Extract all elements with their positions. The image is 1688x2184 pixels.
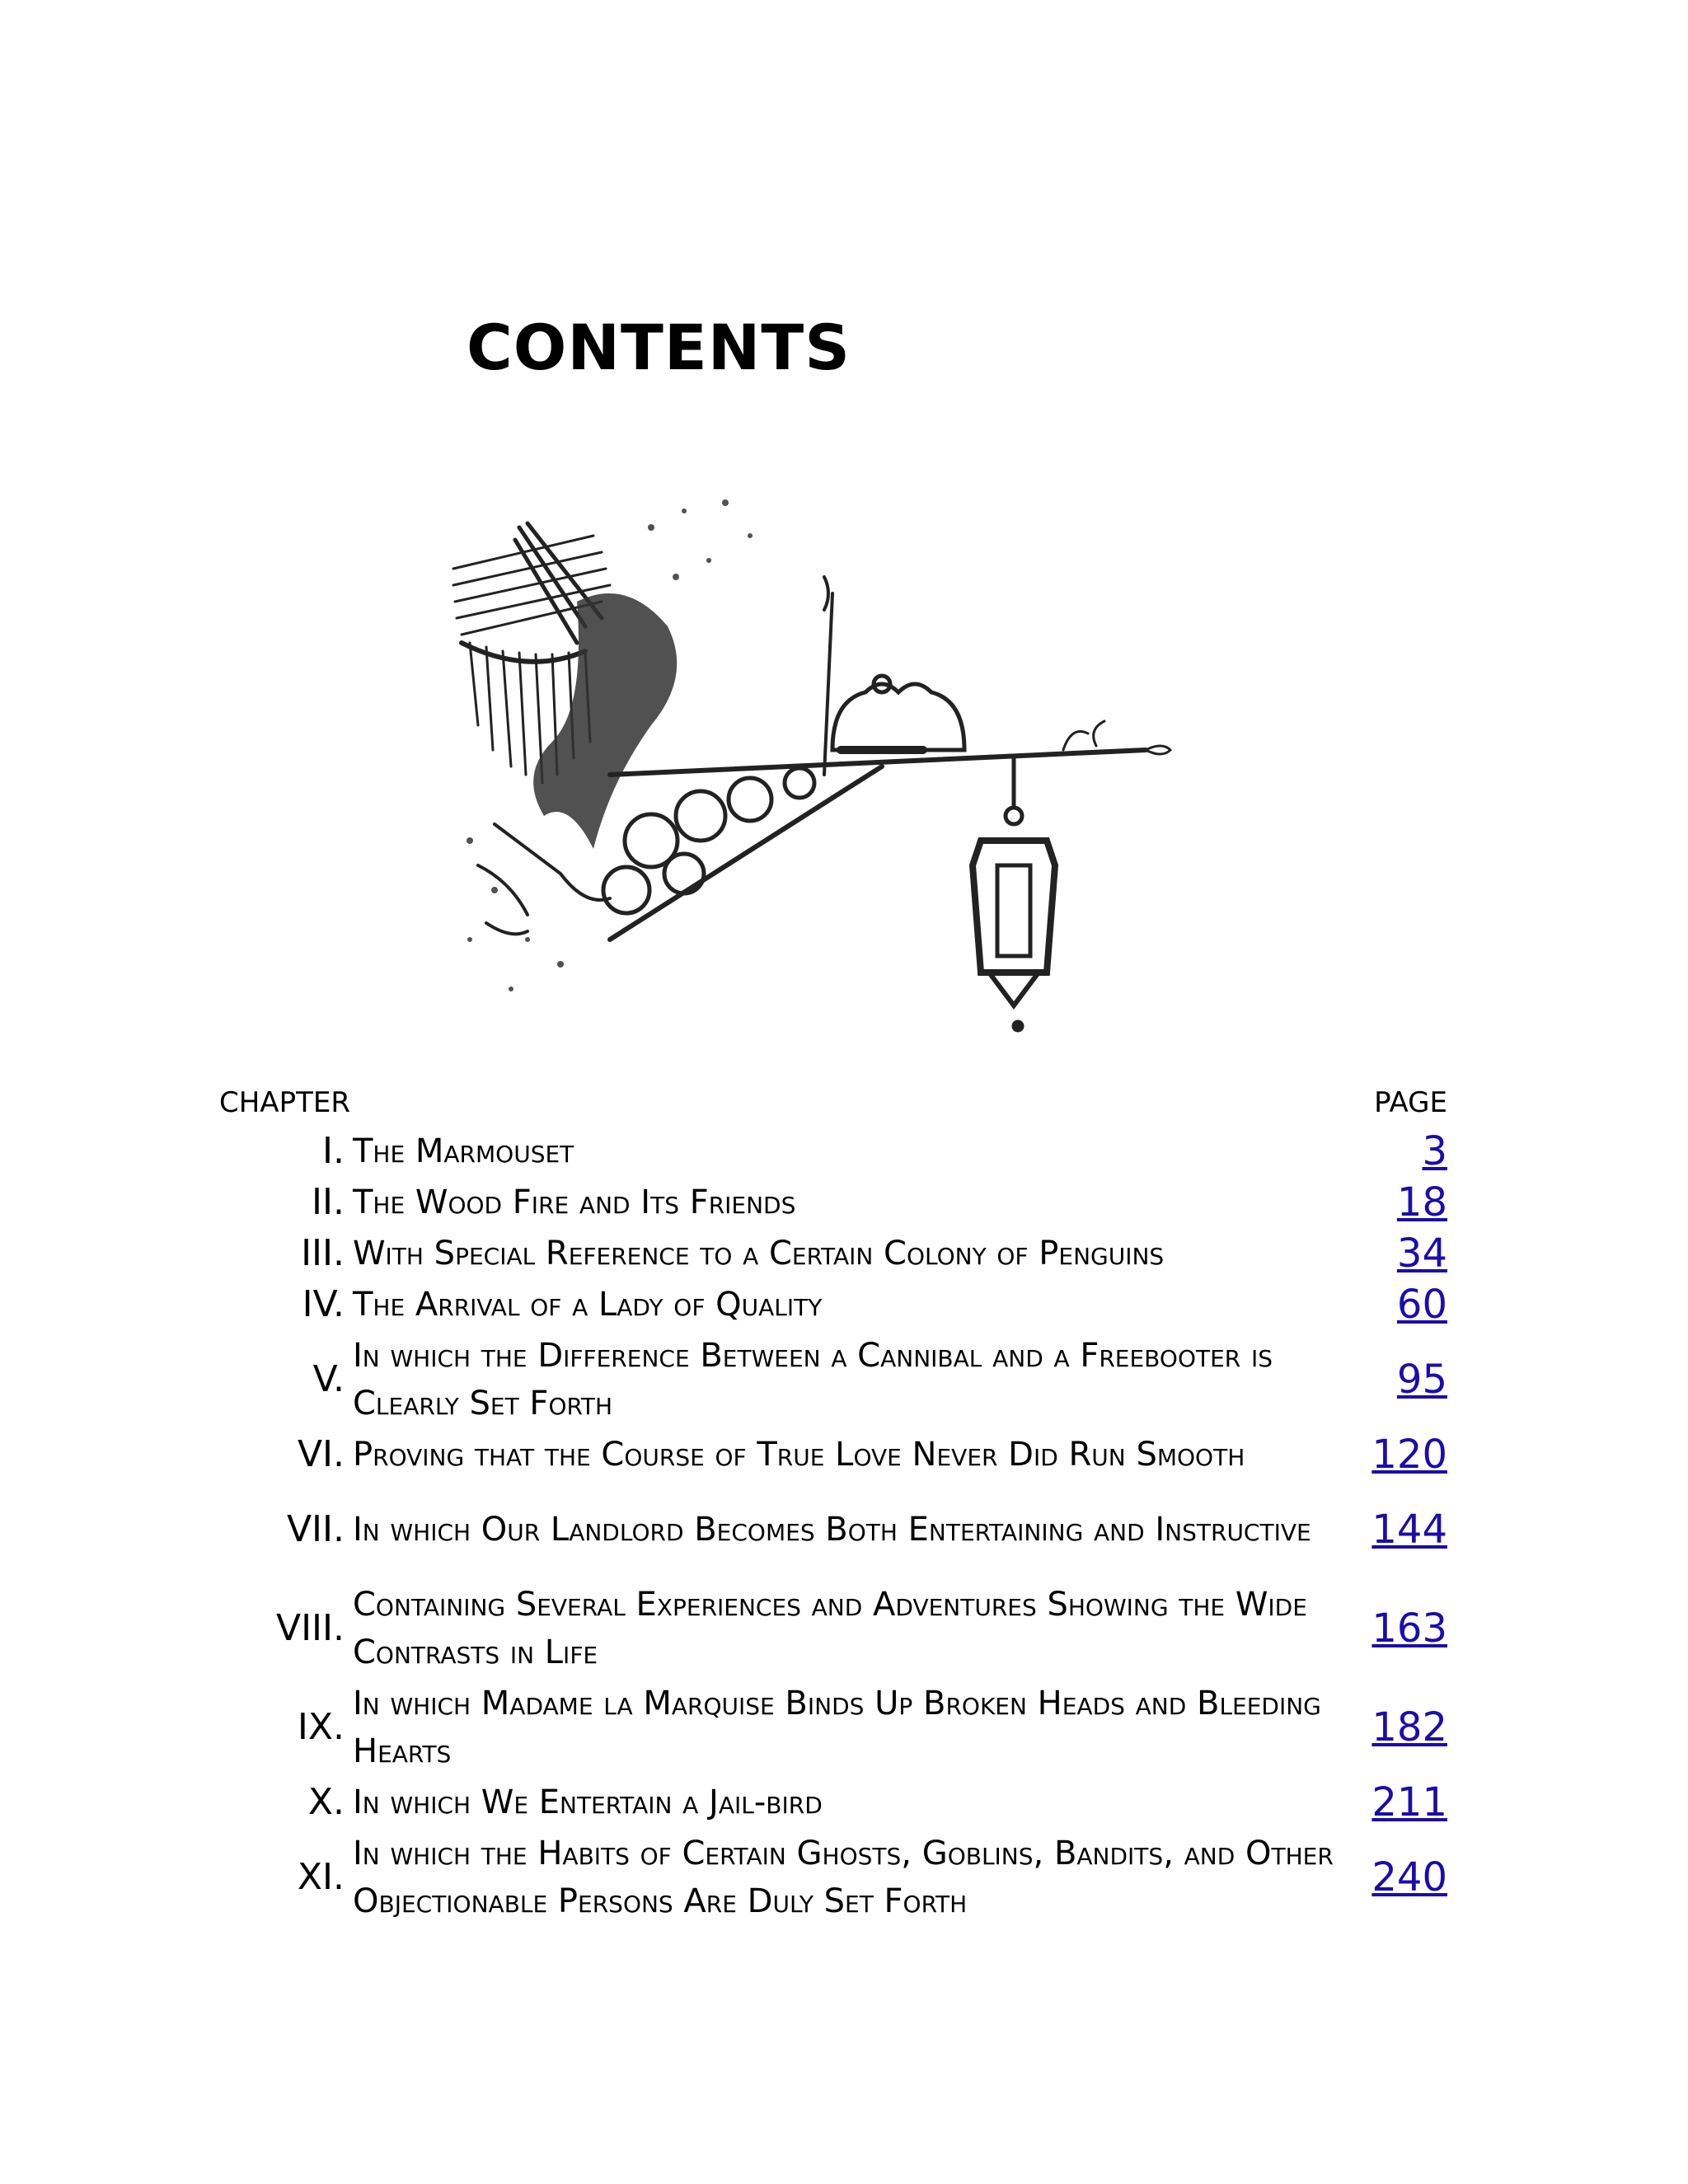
chapter-number: II. — [312, 1181, 345, 1223]
page-column-header: PAGE — [1374, 1086, 1447, 1119]
page-link[interactable]: 18 — [1396, 1179, 1447, 1226]
page-link[interactable]: 3 — [1422, 1128, 1447, 1174]
chapter-title: In which the Habits of Certain Ghosts, Goblins, Bandits, and Other Objectionable Persons Are Duly Set Forth — [353, 1835, 1334, 1920]
toc-row — [219, 1579, 1447, 1678]
chapter-number: IX. — [297, 1706, 345, 1748]
page-link[interactable]: 144 — [1372, 1507, 1447, 1553]
chapter-title: The Wood Fire and Its Friends — [353, 1183, 796, 1221]
toc-row — [219, 1429, 1447, 1480]
page-link[interactable]: 120 — [1372, 1432, 1447, 1478]
chapter-number: VII. — [286, 1508, 345, 1550]
page-link[interactable]: 95 — [1396, 1357, 1447, 1403]
table-of-contents — [219, 1126, 1447, 1927]
page-link[interactable]: 34 — [1396, 1230, 1447, 1277]
toc-row — [219, 1777, 1447, 1828]
toc-row — [219, 1279, 1447, 1330]
chapter-number: IV. — [302, 1283, 345, 1325]
chapter-title: In which Our Landlord Becomes Both Entertaining and Instructive — [353, 1511, 1311, 1549]
chapter-column-header: CHAPTER — [219, 1086, 350, 1119]
chapter-title: In which We Entertain a Jail-bird — [353, 1783, 823, 1821]
lantern-icon — [973, 758, 1055, 1030]
chapter-title: With Special Reference to a Certain Colony of Penguins — [353, 1235, 1165, 1272]
chapter-number: VI. — [297, 1433, 345, 1475]
chapter-title: The Marmouset — [353, 1132, 574, 1170]
bracket-scrollwork — [603, 768, 814, 913]
toc-row — [219, 1126, 1447, 1177]
chapter-number: V. — [312, 1358, 345, 1400]
toc-row — [219, 1480, 1447, 1579]
chapter-number: III. — [301, 1232, 345, 1274]
chapter-title: Containing Several Experiences and Adventures Showing the Wide Contrasts in Life — [353, 1586, 1307, 1671]
toc-row — [219, 1828, 1447, 1927]
page-link[interactable]: 240 — [1372, 1854, 1447, 1900]
chapter-title: In which the Difference Between a Cannibal and a Freebooter is Clearly Set Forth — [353, 1337, 1273, 1422]
page-link[interactable]: 60 — [1396, 1282, 1447, 1328]
chapter-number: X. — [307, 1781, 345, 1823]
bracket-brace — [610, 766, 882, 940]
toc-row — [219, 1678, 1447, 1777]
page-link[interactable]: 182 — [1372, 1704, 1447, 1750]
page-title: CONTENTS — [467, 311, 851, 384]
toc-row — [219, 1228, 1447, 1279]
toc-row — [219, 1177, 1447, 1228]
page-link[interactable]: 163 — [1372, 1605, 1447, 1652]
toc-row — [219, 1330, 1447, 1429]
chapter-number: I. — [322, 1130, 345, 1172]
chapter-number: XI. — [297, 1856, 345, 1898]
page-link[interactable]: 211 — [1372, 1779, 1447, 1825]
chapter-title: Proving that the Course of True Love Never Did Run Smooth — [353, 1436, 1245, 1474]
chapter-number: VIII. — [275, 1607, 345, 1649]
crown-icon — [832, 676, 964, 750]
lantern-crown-bracket-illustration — [437, 478, 1245, 1038]
chapter-title: The Arrival of a Lady of Quality — [353, 1286, 823, 1324]
chapter-title: In which Madame la Marquise Binds Up Broken Heads and Bleeding Hearts — [353, 1685, 1321, 1770]
